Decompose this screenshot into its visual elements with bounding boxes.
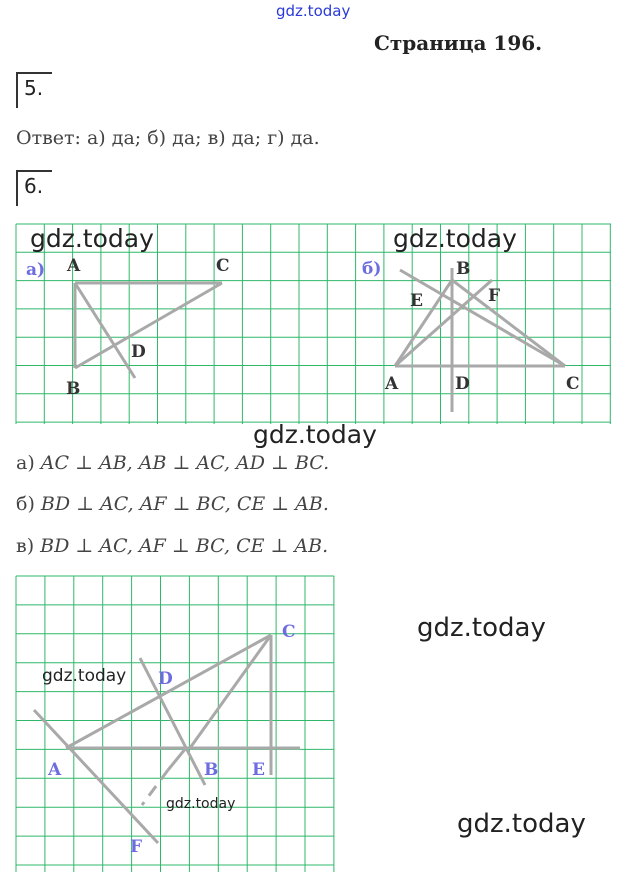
point-label: A bbox=[48, 760, 62, 780]
figure-letter: б) bbox=[362, 259, 382, 279]
watermark: gdz.today bbox=[253, 420, 377, 449]
task-number: 5. bbox=[24, 76, 44, 100]
answer-prefix: в) bbox=[16, 535, 35, 557]
answer-text: BD ⊥ AC, AF ⊥ BC, CE ⊥ AB. bbox=[40, 535, 329, 557]
point-label: E bbox=[252, 760, 265, 780]
point-label: A bbox=[67, 256, 81, 276]
point-label: B bbox=[66, 379, 81, 399]
point-label: C bbox=[282, 622, 296, 642]
page-title: Страница 196. bbox=[374, 31, 543, 55]
answer-b bbox=[16, 493, 329, 515]
point-label: D bbox=[158, 669, 173, 689]
point-label: B bbox=[456, 259, 471, 279]
point-label: B bbox=[204, 760, 219, 780]
point-label: C bbox=[216, 256, 230, 276]
watermark: gdz.today bbox=[276, 2, 351, 20]
answer-prefix: б) bbox=[16, 493, 35, 515]
point-label: A bbox=[385, 374, 399, 394]
watermark: gdz.today bbox=[166, 796, 236, 812]
watermark: gdz.today bbox=[393, 224, 517, 253]
watermark: gdz.today bbox=[457, 809, 586, 839]
watermark: gdz.today bbox=[417, 613, 546, 643]
point-label: F bbox=[130, 837, 143, 857]
point-label: C bbox=[566, 374, 580, 394]
watermark: gdz.today bbox=[30, 224, 154, 253]
figure-letter: а) bbox=[26, 260, 46, 280]
answer-c bbox=[16, 535, 328, 557]
answer-prefix: а) bbox=[16, 452, 35, 474]
point-label: D bbox=[131, 342, 146, 362]
answer-a bbox=[16, 452, 329, 474]
task5-answer: Ответ: а) да; б) да; в) да; г) да. bbox=[16, 127, 320, 149]
task-number: 6. bbox=[24, 174, 44, 198]
watermark: gdz.today bbox=[42, 666, 127, 686]
point-label: D bbox=[455, 374, 470, 394]
answer-text: AC ⊥ AB, AB ⊥ AC, AD ⊥ BC. bbox=[40, 452, 330, 474]
point-label: F bbox=[488, 286, 501, 306]
answer-text: BD ⊥ AC, AF ⊥ BC, CE ⊥ AB. bbox=[40, 493, 329, 515]
point-label: E bbox=[410, 291, 423, 311]
